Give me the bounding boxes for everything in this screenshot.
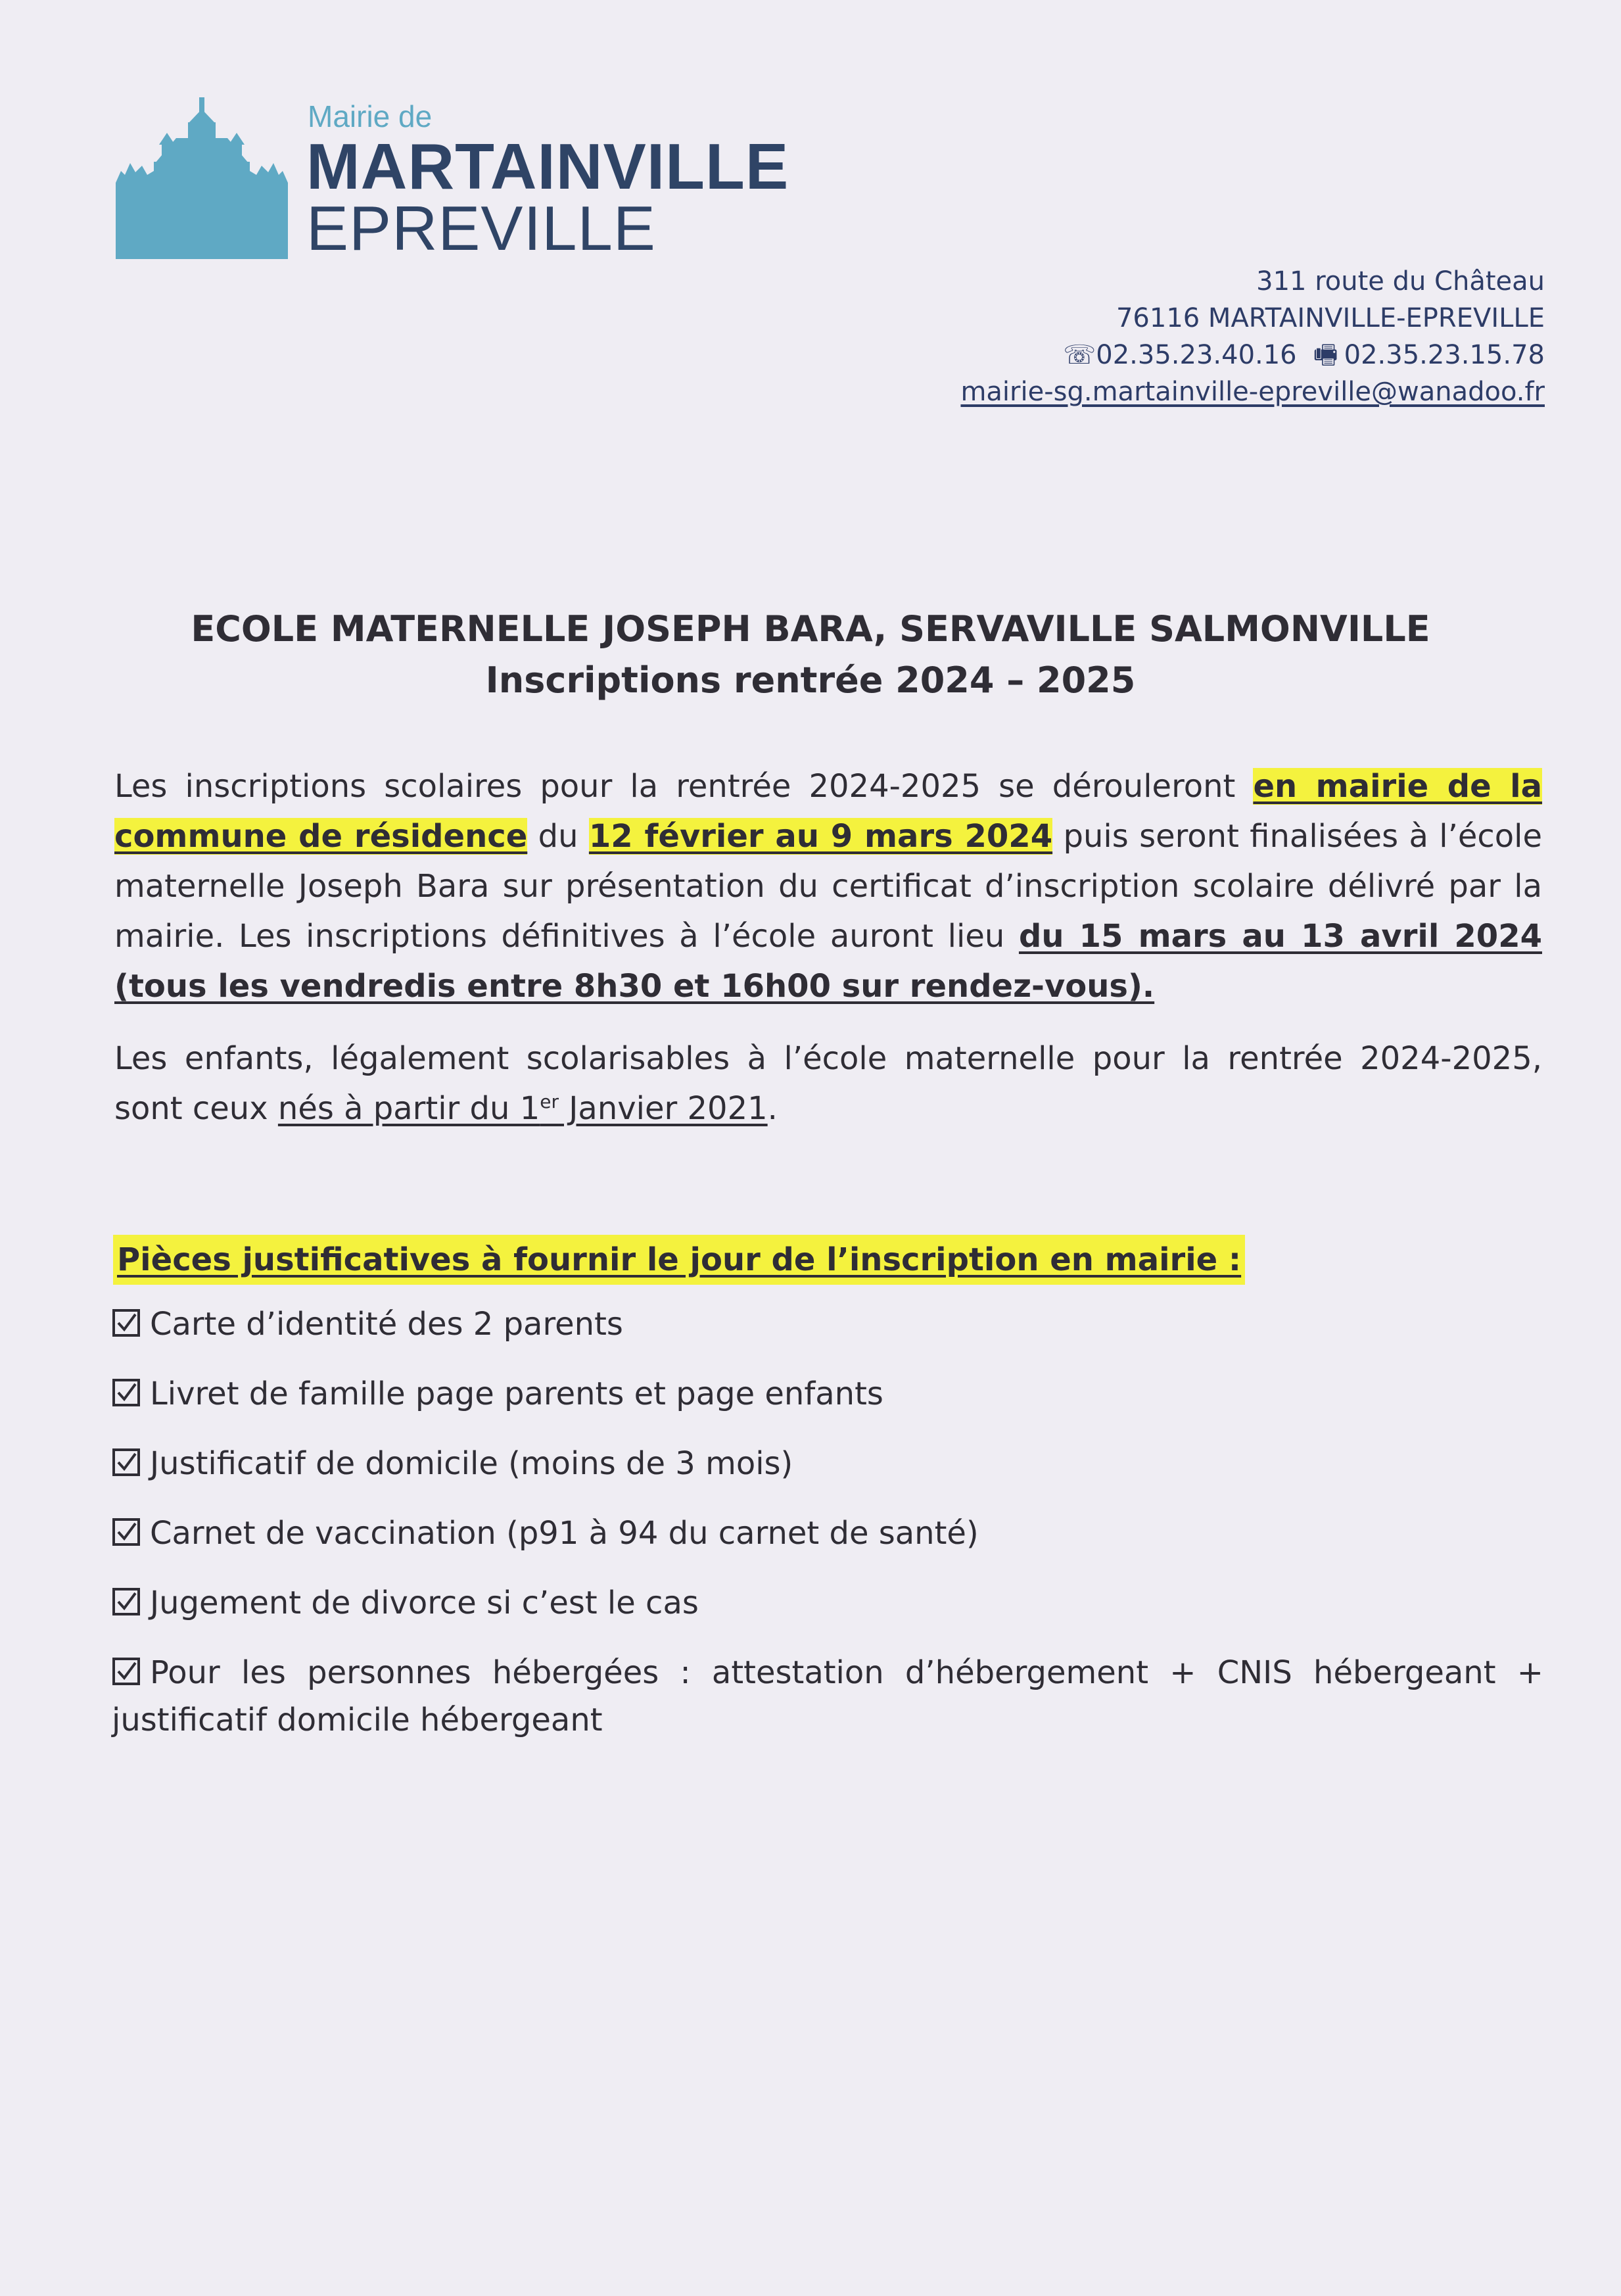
phone-number: 02.35.23.40.16 <box>1096 340 1297 370</box>
ordinal-suffix: er <box>540 1091 559 1112</box>
checklist-item-label: Carnet de vaccination (p91 à 94 du carnet de santé) <box>150 1515 979 1552</box>
checklist-item <box>112 1649 1543 1744</box>
address-block <box>960 263 1545 410</box>
address-city: 76116 MARTAINVILLE-EPREVILLE <box>1116 303 1545 333</box>
checked-box-icon <box>112 1308 141 1337</box>
address-phone-line <box>960 337 1545 373</box>
checked-box-icon <box>112 1518 141 1546</box>
highlight-location: en mairie de la commune de résidence <box>114 768 1543 855</box>
checked-box-icon <box>112 1657 141 1686</box>
birth-date-condition <box>278 1090 768 1127</box>
paragraph-text: . <box>767 1090 778 1127</box>
checklist-item-label: Carte d’identité des 2 parents <box>150 1306 623 1343</box>
birth-date-text: nés à partir du 1 <box>277 1090 540 1127</box>
checklist-item <box>112 1510 1543 1557</box>
checked-box-icon <box>112 1448 141 1477</box>
checklist-item <box>112 1440 1543 1487</box>
section-title-documents: Pièces justificatives à fournir le jour de l’inscription en mairie : <box>113 1235 1245 1285</box>
logo-town-line-1: MARTAINVILLE <box>306 130 789 203</box>
paragraph-eligibility <box>114 1034 1542 1134</box>
documents-checklist <box>112 1301 1543 1766</box>
paragraph-text: du <box>527 818 589 855</box>
logo-mairie-de: Mairie de <box>308 99 433 133</box>
mairie-logo <box>116 92 789 264</box>
checklist-item <box>112 1301 1543 1348</box>
checked-box-icon <box>112 1587 141 1616</box>
phone-icon: ☏ <box>1063 340 1096 370</box>
highlight-dates: 12 février au 9 mars 2024 <box>588 818 1053 855</box>
fax-icon: 🖷 <box>1313 340 1338 370</box>
logo-town-line-2: EPREVILLE <box>306 193 656 264</box>
checklist-item <box>112 1370 1543 1418</box>
email-link[interactable]: mairie-sg.martainville-epreville@wanadoo.fr <box>960 377 1545 407</box>
paragraph-text: Les inscriptions scolaires pour la rentrée 2024-2025 se dérouleront <box>114 768 1254 805</box>
checklist-item-label: Pour les personnes hébergées : attestation d’hébergement + CNIS hébergeant + justificatif domicile hébergeant <box>112 1654 1543 1738</box>
final-dates: du 15 mars au 13 avril 2024 (tous les vendredis entre 8h30 et 16h00 sur rendez-vous). <box>114 918 1542 1005</box>
checked-box-icon <box>112 1378 141 1407</box>
address-street: 311 route du Château <box>1256 266 1545 297</box>
paragraph-text: Les enfants, légalement scolarisables à l’école maternelle pour la rentrée 2024-2025, sont ceux <box>114 1040 1542 1127</box>
heading-subtitle: Inscriptions rentrée 2024 – 2025 <box>485 659 1136 701</box>
heading-school: ECOLE MATERNELLE JOSEPH BARA, SERVAVILLE SALMONVILLE <box>191 608 1430 650</box>
checklist-item-label: Jugement de divorce si c’est le cas <box>150 1585 699 1621</box>
castle-silhouette-icon <box>116 97 288 259</box>
checklist-item-label: Justificatif de domicile (moins de 3 mois) <box>150 1445 793 1482</box>
document-heading <box>0 604 1621 706</box>
paragraph-inscriptions <box>114 761 1542 1011</box>
fax-number: 02.35.23.15.78 <box>1344 340 1545 370</box>
checklist-item <box>112 1579 1543 1627</box>
checklist-item-label: Livret de famille page parents et page enfants <box>150 1375 883 1412</box>
paragraph-text: puis seront finalisées à l’école maternelle Joseph Bara sur présentation du certificat d’inscription scolaire délivré par la mairie. Les inscriptions définitives à l’école auront lieu <box>114 818 1543 955</box>
birth-date-text: Janvier 2021 <box>558 1090 768 1127</box>
